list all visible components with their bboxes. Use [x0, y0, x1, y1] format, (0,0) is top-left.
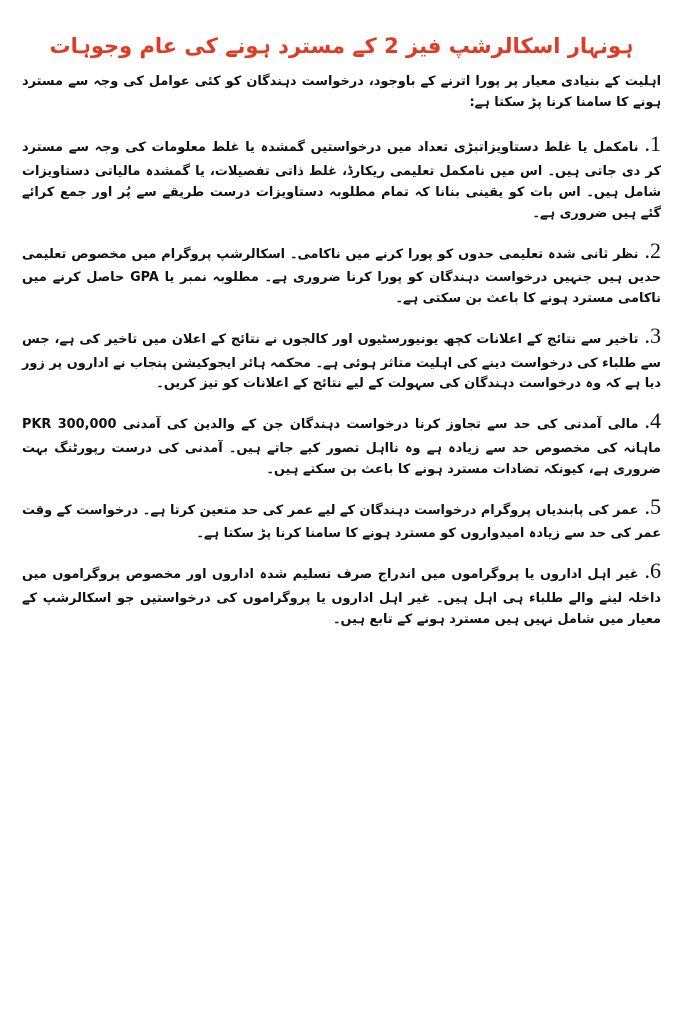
list-item — [22, 318, 661, 395]
article-title: ہونہار اسکالرشپ فیز 2 کے مسترد ہونے کی عام وجوہات — [49, 34, 634, 58]
list-item-text: غیر اہل اداروں یا پروگراموں میں اندراج صرف تسلیم شدہ اداروں اور مخصوص پروگراموں میں داخلہ لینے والے طلباء ہی اہل ہیں۔ غیر اہل اداروں یا پروگراموں کی درخواستیں جو اسکالرشپ کے معیار میں شامل نہیں ہیں مسترد ہونے کے تابع ہیں۔ — [22, 567, 661, 627]
list-item — [22, 126, 661, 224]
list-item-number: 2. — [644, 237, 661, 263]
list-item-text: مالی آمدنی کی حد سے تجاوز کرنا درخواست دہندگان جن کے والدین کی آمدنی PKR 300,000 ماہانہ کی مخصوص حد سے زیادہ ہے وہ نااہل تصور کیے جاتے ہیں۔ آمدنی کی درست رپورٹنگ بہت ضروری ہے، کیونکہ تضادات مسترد ہونے کا باعث بن سکتے ہیں۔ — [22, 417, 661, 477]
list-item-number: 3. — [644, 322, 661, 348]
list-item-text: نظر ثانی شدہ تعلیمی حدوں کو پورا کرنے میں ناکامی۔ اسکالرشپ پروگرام میں مخصوص تعلیمی حدیں ہیں جنہیں درخواست دہندگان کو پورا کرنا ضروری ہے۔ مطلوبہ نمبر یا GPA حاصل کرنے میں ناکامی مسترد ہونے کا باعث بن سکتی ہے۔ — [22, 246, 662, 307]
list-item-number: 5. — [644, 493, 661, 519]
list-item-number: 6. — [644, 558, 661, 584]
list-item-number: 1. — [644, 131, 661, 157]
list-item — [22, 553, 661, 630]
intro-paragraph: اہلیت کے بنیادی معیار پر پورا اترنے کے باوجود، درخواست دہندگان کو کئی عوامل کی وجہ سے مسترد ہونے کا سامنا کرنا پڑ سکتا ہے: — [22, 74, 661, 111]
list-item-number: 4. — [644, 408, 661, 434]
list-item — [22, 489, 661, 546]
list-item-text: نامکمل یا غلط دستاویزاتبڑی تعداد میں درخواستیں گمشدہ یا غلط معلومات کی وجہ سے مسترد کر دی جاتی ہیں۔ اس میں نامکمل تعلیمی ریکارڈ، غلط ذاتی تفصیلات، یا گمشدہ مالیاتی دستاویزات شامل ہیں۔ اس بات کو یقینی بنانا کہ تمام مطلوبہ دستاویزات درست طریقے سے پُر اور جمع کرائے گئے ہیں ضروری ہے۔ — [22, 140, 661, 221]
rejection-reasons-list — [22, 126, 661, 631]
list-item — [22, 403, 661, 480]
list-item-text: تاخیر سے نتائج کے اعلانات کچھ یونیورسٹیوں اور کالجوں نے نتائج کے اعلان میں تاخیر کی ہے، جس سے طلباء کی درخواست دینے کی اہلیت متاثر ہوئی ہے۔ محکمہ ہائر ایجوکیشن پنجاب نے اداروں پر زور دیا ہے کہ وہ درخواست دہندگان کی سہولت کے لیے نتائج کے اعلانات کو تیز کریں۔ — [22, 331, 661, 392]
list-item — [22, 233, 661, 310]
list-item-text: عمر کی پابندیاں پروگرام درخواست دہندگان کے لیے عمر کی حد متعین کرتا ہے۔ درخواست کے وقت عمر کی حد سے زیادہ امیدواروں کو مسترد ہونے کا سامنا کرنا پڑ سکتا ہے۔ — [22, 502, 661, 542]
